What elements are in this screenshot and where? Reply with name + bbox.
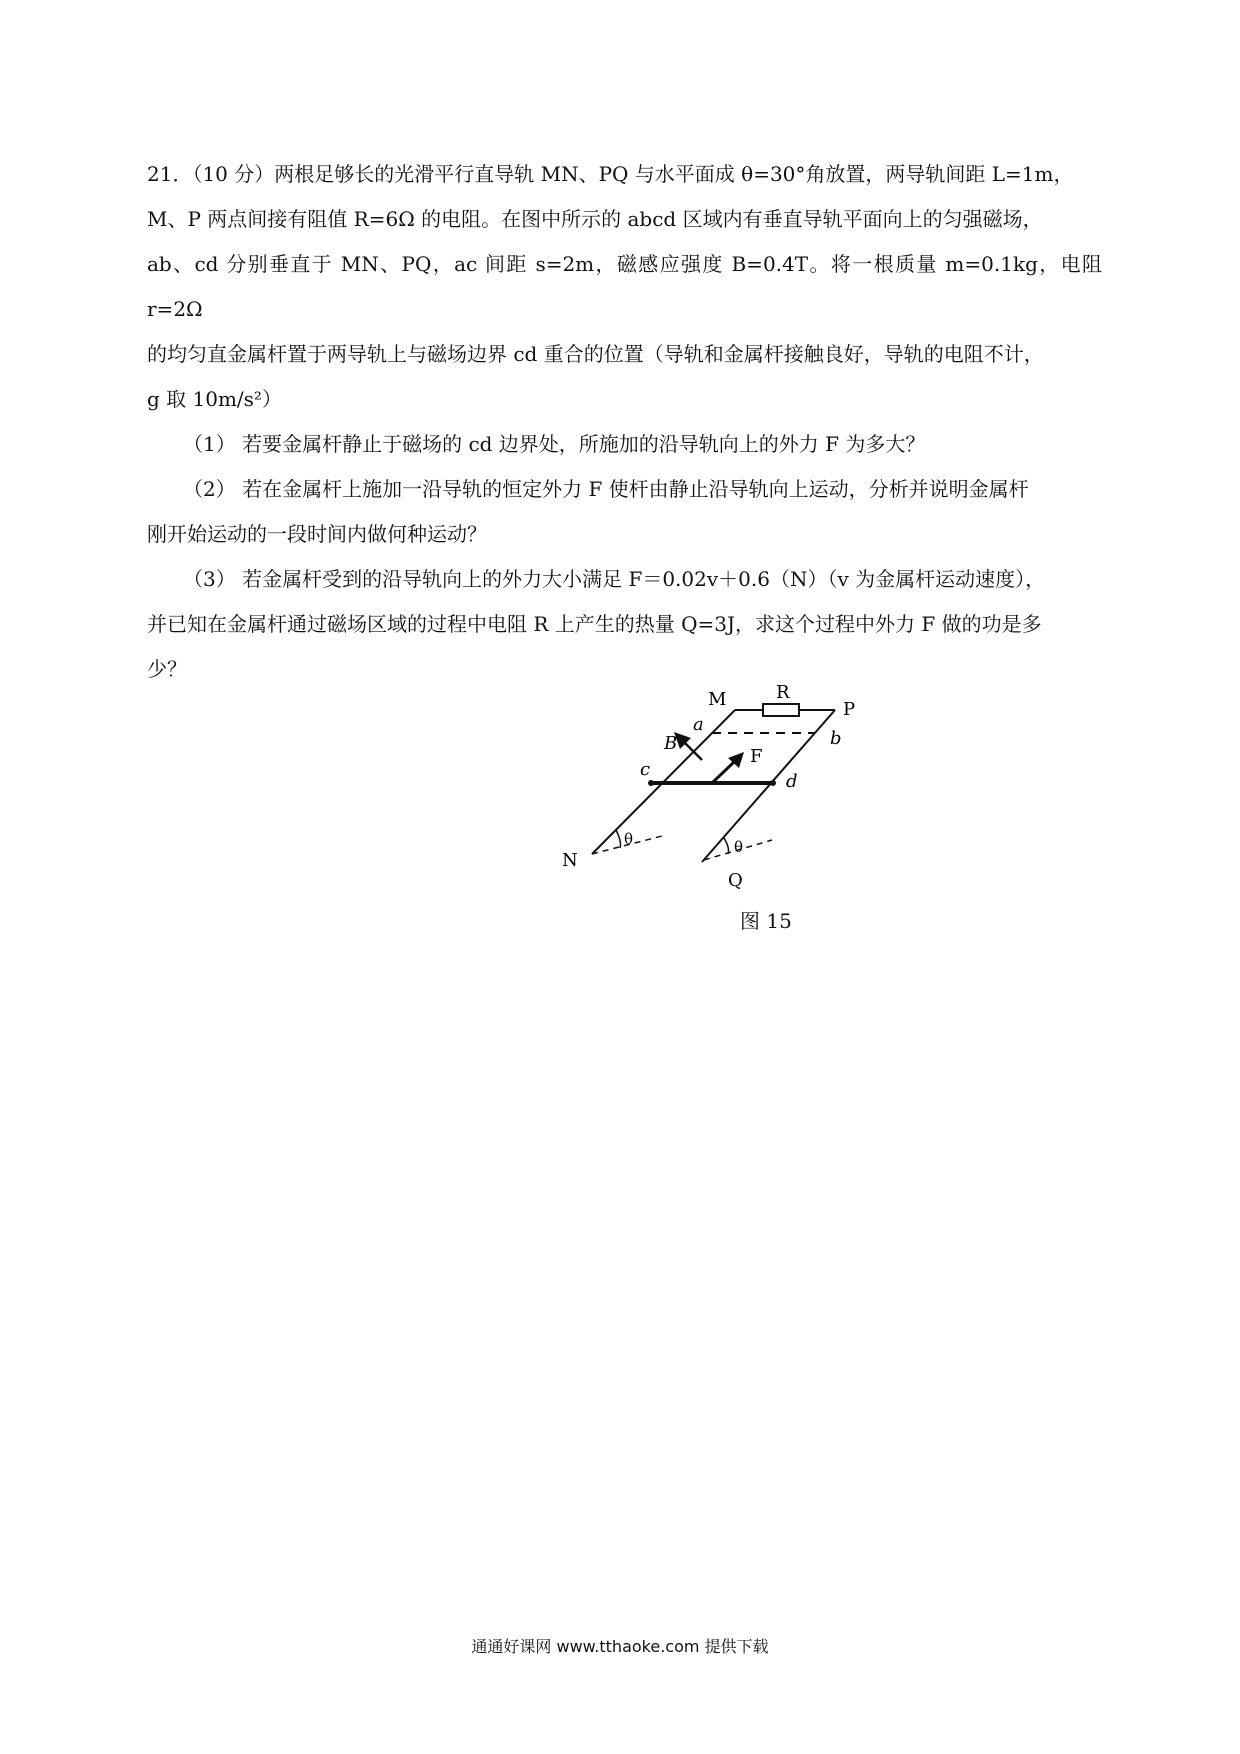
question-line: 21．（10 分）两根足够长的光滑平行直导轨 MN、PQ 与水平面成 θ=30°角放置，两导轨间距 L=1m，	[147, 162, 1074, 186]
question-line: 的均匀直金属杆置于两导轨上与磁场边界 cd 重合的位置（导轨和金属杆接触良好，导轨的电阻不计，	[147, 342, 1044, 366]
label-theta-q: θ	[734, 838, 744, 856]
question-text	[147, 152, 1102, 692]
question-line: ab、cd 分别垂直于 MN、PQ，ac 间距 s=2m，磁感应强度 B=0.4T。将一根质量 m=0.1kg，电阻 r=2Ω	[147, 252, 1102, 321]
label-n: N	[562, 850, 578, 871]
label-m: M	[708, 689, 727, 710]
rail-diagram-svg	[562, 672, 1020, 902]
label-a: a	[693, 714, 704, 735]
label-theta-n: θ	[624, 830, 634, 848]
rod-end-c	[648, 780, 654, 786]
label-p: P	[843, 699, 856, 720]
page-footer: 通通好课网 www.tthaoke.com 提供下载	[471, 1637, 769, 1656]
part-3-cont: 并已知在金属杆通过磁场区域的过程中电阻 R 上产生的热量 Q=3J，求这个过程中外力 F 做的功是多	[147, 612, 1042, 636]
label-q: Q	[728, 870, 743, 891]
rail-diagram	[562, 672, 1020, 902]
force-arrow-shaft	[712, 762, 734, 783]
label-f: F	[750, 746, 763, 767]
label-r: R	[776, 682, 790, 703]
label-d: d	[786, 771, 798, 792]
question-line: M、P 两点间接有阻值 R=6Ω 的电阻。在图中所示的 abcd 区域内有垂直导轨平面向上的匀强磁场，	[147, 207, 1043, 231]
part-3-end: 少？	[147, 657, 187, 681]
part-3: （3） 若金属杆受到的沿导轨向上的外力大小满足 F＝0.02v＋0.6（N）（v 为金属杆运动速度），	[183, 567, 1046, 591]
question-line: g 取 10m/s²）	[147, 387, 282, 411]
label-c: c	[640, 759, 651, 780]
angle-arc-q	[724, 838, 729, 854]
angle-arc-n	[616, 830, 621, 848]
figure-caption: 图 15	[740, 909, 792, 933]
part-2-cont: 刚开始运动的一段时间内做何种运动？	[147, 522, 487, 546]
label-b-field: B	[664, 733, 678, 754]
label-b: b	[830, 728, 842, 749]
resistor	[763, 704, 799, 716]
part-1: （1） 若要金属杆静止于磁场的 cd 边界处，所施加的沿导轨向上的外力 F 为多大？	[183, 432, 926, 456]
rod-end-d	[770, 780, 776, 786]
part-2: （2） 若在金属杆上施加一沿导轨的恒定外力 F 使杆由静止沿导轨向上运动，分析并说明金属杆	[183, 477, 1029, 501]
